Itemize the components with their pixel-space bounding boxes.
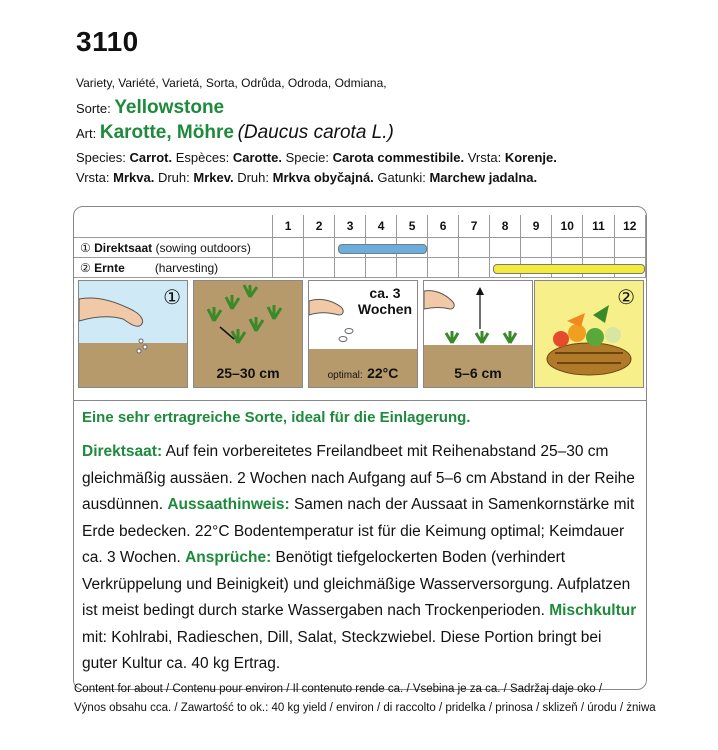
translation-label: Vrsta:: [76, 170, 110, 185]
month-cell: 5: [397, 215, 428, 238]
translation-label: Espèces:: [175, 150, 230, 165]
step-number: ②: [617, 287, 635, 309]
duration-value: ca. 3: [369, 285, 401, 301]
thinning-distance-label: 5–6 cm: [454, 365, 502, 381]
month-cell: 6: [428, 215, 459, 238]
pictogram-thinning: [423, 280, 533, 388]
step-number: ①: [163, 287, 181, 309]
variety-line: Variety, Variété, Varietá, Sorta, Odrůda, Odroda, Odmiana,: [76, 76, 387, 90]
section-text: Auf fein vorbereitetes Freilandbeet mit Reihenabstand 25–30 cm gleichmäßig aussäen. 2 Wochen nach Aufgang auf 5–6 cm Abstand in der Reihe ausdünnen.: [82, 443, 635, 513]
translation-value: Carotte.: [232, 150, 282, 165]
variety-name: Yellowstone: [114, 97, 225, 118]
species-translations-1: [76, 150, 557, 165]
harvest-period-bar: [493, 264, 645, 274]
translation-label: Druh:: [237, 170, 270, 185]
calendar-corner: [74, 215, 273, 238]
description-text: [82, 439, 638, 678]
section-text: Samen nach der Aussaat in Samenkornstärke mit Erde bedecken. 22°C Bodentemperatur ist für die Keimung optimal; Keimdauer ca. 3 Wochen.: [82, 496, 635, 566]
pictogram-harvest: [534, 280, 644, 388]
section-label: Ansprüche:: [185, 549, 272, 566]
month-cell: 11: [583, 215, 614, 238]
info-panel: [73, 206, 647, 690]
pictogram-row-spacing: [193, 280, 303, 388]
translation-value: Mrkva obyčajná.: [272, 170, 374, 185]
translation-label: Specie:: [285, 150, 329, 165]
month-cell: 3: [335, 215, 366, 238]
row-number: ②: [80, 260, 91, 275]
translation-label: Vrsta:: [467, 150, 502, 165]
section-label: Direktsaat:: [82, 443, 163, 460]
row-spacing-label: 25–30 cm: [216, 365, 280, 381]
description-box: [74, 400, 646, 690]
translation-value: Marchew jadalna.: [429, 170, 538, 185]
translation-value: Korenje.: [504, 150, 557, 165]
variety-row: [76, 97, 224, 119]
section-text: mit: Kohlrabi, Radieschen, Dill, Salat, Steckzwiebel. Diese Portion bringt bei guter Kultur ca. 40 kg Ertrag.: [82, 628, 602, 672]
section-label: Mischkultur: [549, 602, 637, 619]
row-number: ①: [80, 240, 91, 255]
species-translations-2: [76, 170, 537, 185]
headline: Eine sehr ertragreiche Sorte, ideal für die Einlagerung.: [82, 409, 471, 426]
translation-label: Druh:: [157, 170, 190, 185]
content-footer-1: Content for about / Contenu pour environ / Il contenuto rende ca. / Vsebina je za ca. / Sadržaj daje oko /: [74, 683, 603, 695]
section-label: Aussaathinweis:: [167, 496, 290, 513]
month-cell: 2: [304, 215, 335, 238]
sowing-period-bar: [338, 244, 427, 254]
month-cell: 1: [273, 215, 304, 238]
translation-value: Mrkev.: [193, 170, 234, 185]
row-label: [74, 258, 273, 278]
species-label: Art:: [76, 126, 97, 141]
translation-value: Carota commestibile.: [332, 150, 465, 165]
month-cell: 4: [366, 215, 397, 238]
soil-temperature: [309, 365, 417, 383]
row-note: (sowing outdoors): [155, 240, 251, 255]
translation-value: Mrkva.: [113, 170, 155, 185]
translation-value: Carrot.: [129, 150, 173, 165]
translation-label: Species:: [76, 150, 126, 165]
row-label: [74, 238, 273, 258]
species-name: Karotte, Möhre: [99, 122, 234, 143]
month-cell: 9: [521, 215, 552, 238]
month-cell: 8: [490, 215, 521, 238]
month-cell: 7: [459, 215, 490, 238]
calendar-header-row: [74, 215, 646, 238]
translation-label: Gatunki:: [377, 170, 426, 185]
content-footer-2: Výnos obsahu cca. / Zawartość to ok.: 40 kg yield / environ / di raccolto / pridelka / prinosa / sklizeň / úrodu / żniwa: [74, 702, 656, 714]
species-row: [76, 122, 394, 144]
pictogram-sowing: [78, 280, 188, 388]
variety-label: Sorte:: [76, 101, 111, 116]
germination-duration: [355, 285, 415, 317]
month-cell: 10: [552, 215, 583, 238]
seedlings-spacing-icon: [194, 281, 302, 361]
product-code: 3110: [76, 26, 139, 57]
month-cell: 12: [614, 215, 645, 238]
temperature-value: 22°C: [367, 365, 399, 381]
duration-unit: Wochen: [357, 301, 413, 317]
latin-name: (Daucus carota L.): [237, 122, 394, 143]
row-note: (harvesting): [154, 260, 219, 275]
row-title: Ernte: [94, 260, 125, 275]
section-text: Benötigt tiefgelockerten Boden (verhindert Verkrüppelung und Beinigkeit) und gleichmäßige Wasserversorgung. Aufplatzen ist meist bedingt durch starke Wassergaben nach Trockenperioden.: [82, 549, 631, 619]
pictogram-germination: [308, 280, 418, 388]
row-title: Direktsaat: [94, 240, 153, 255]
temperature-label: optimal:: [327, 370, 363, 381]
